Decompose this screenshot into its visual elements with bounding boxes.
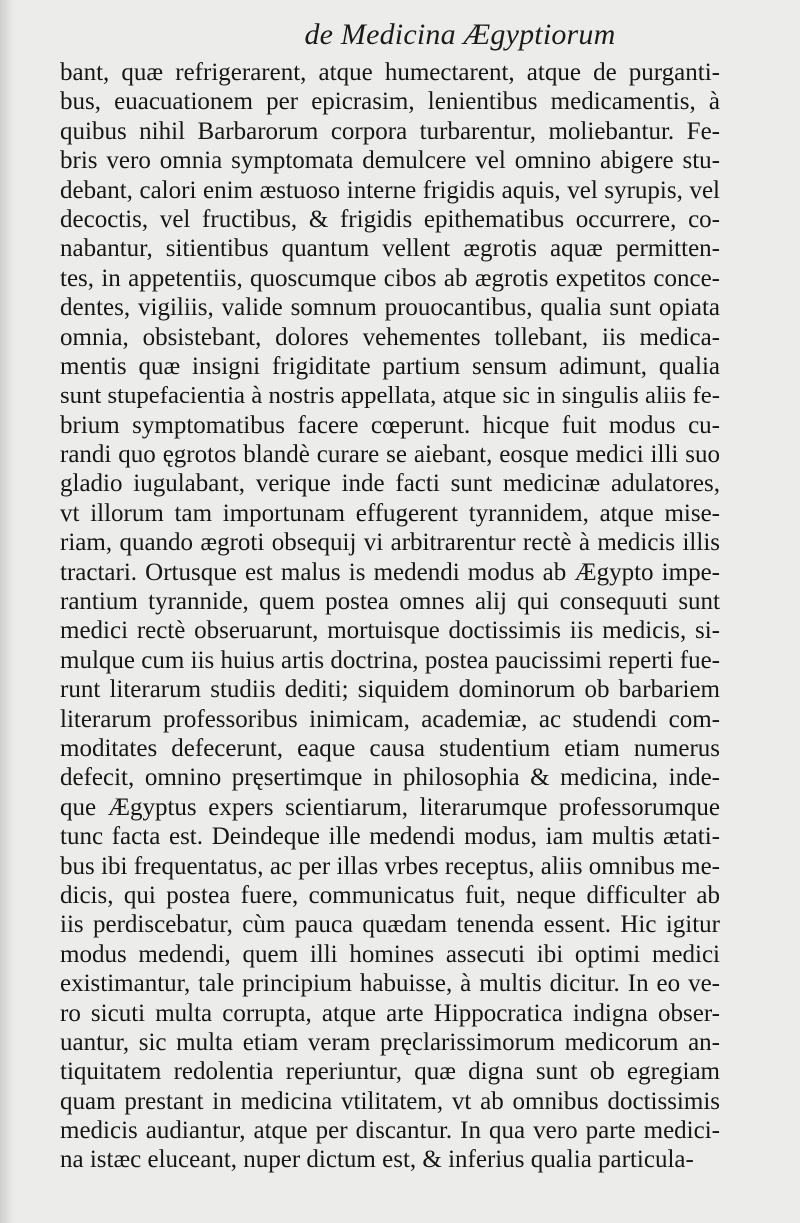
text-line: randi quo ęgrotos blandè curare se aiebant, eosque medici illi suo [60,441,720,469]
page-gutter-shadow [0,0,14,1223]
text-line: que Ægyptus expers scientiarum, literarumque professorumque [60,793,720,821]
text-line: defecit, omnino pręsertimque in philosophia & medicina, inde- [60,764,720,792]
text-line: medicis audiantur, atque per discantur. In qua vero parte medici- [60,1117,720,1145]
body-text [60,58,720,1175]
text-line: bant, quæ refrigerarent, atque humectarent, atque de purganti- [60,59,720,86]
text-line: nabantur, sitientibus quantum vellent ægrotis aquæ permitten- [60,235,720,263]
text-line: bus, euacuationem per epicrasim, lenientibus medicamentis, à [60,88,720,116]
text-line: mentis quæ insigni frigiditate partium sensum adimunt, qualia [60,352,720,380]
text-line: uantur, sic multa etiam veram pręclarissimorum medicorum an- [60,1028,720,1056]
text-line: tes, in appetentiis, quoscumque cibos ab ægrotis expetitos conce- [60,264,720,292]
text-line: modus medendi, quem illi homines assecuti ibi optimi medici [60,940,720,968]
text-line: rantium tyrannide, quem postea omnes alij qui consequuti sunt [60,588,720,616]
text-line: tunc facta est. Deindeque ille medendi modus, iam multis ætati- [60,823,720,851]
running-head [0,18,800,52]
text-line: moditates defecerunt, eaque causa studentium etiam numerus [60,734,720,762]
text-line: ro sicuti multa corrupta, atque arte Hippocratica indigna obser- [60,999,720,1027]
text-line: dentes, vigiliis, valide somnum prouocantibus, qualia sunt opiata [60,294,720,322]
text-line: vt illorum tam importunam effugerent tyrannidem, atque mise- [60,499,720,527]
text-line: bris vero omnia symptomata demulcere vel omnino abigere stu- [60,147,720,175]
text-line: na istæc eluceant, nuper dictum est, & inferius qualia particula- [60,1146,694,1174]
text-line: literarum professoribus inimicam, academiæ, ac studendi com- [60,705,720,733]
text-line: omnia, obsistebant, dolores vehementes tollebant, iis medica- [60,323,720,351]
text-line: gladio iugulabant, verique inde facti sunt medicinæ adulatores, [60,470,720,498]
text-line: medici rectè obseruarunt, mortuisque doctissimis iis medicis, si- [60,617,720,645]
text-line: quibus nihil Barbarorum corpora turbarentur, moliebantur. Fe- [60,117,720,145]
running-title: de Medicina Ægyptiorum [304,18,616,51]
text-line: dicis, qui postea fuere, communicatus fuit, neque difficulter ab [60,881,720,909]
text-line: iis perdiscebatur, cùm pauca quædam tenenda essent. Hic igitur [60,911,720,939]
text-line: debant, calori enim æstuoso interne frigidis aquis, vel syrupis, vel [60,176,720,204]
text-line: sunt stupefacientia à nostris appellata, atque sic in singulis aliis fe- [60,382,720,410]
text-line: tractari. Ortusque est malus is medendi modus ab Ægypto impe- [60,558,720,586]
text-line: riam, quando ægroti obsequij vi arbitrarentur rectè à medicis illis [60,529,720,557]
text-line: brium symptomatibus facere cœperunt. hicque fuit modus cu- [60,411,720,439]
text-line: existimantur, tale principium habuisse, à multis dicitur. In eo ve- [60,970,720,998]
text-line: runt literarum studiis dediti; siquidem dominorum ob barbariem [60,676,720,704]
text-line: tiquitatem redolentia reperiuntur, quæ digna sunt ob egregiam [60,1058,720,1086]
text-line: quam prestant in medicina vtilitatem, vt ab omnibus doctissimis [60,1087,720,1115]
text-line: bus ibi frequentatus, ac per illas vrbes receptus, aliis omnibus me- [60,852,720,880]
text-line: mulque cum iis huius artis doctrina, postea paucissimi reperti fue- [60,646,720,674]
text-line: decoctis, vel fructibus, & frigidis epithematibus occurrere, co- [60,205,720,233]
